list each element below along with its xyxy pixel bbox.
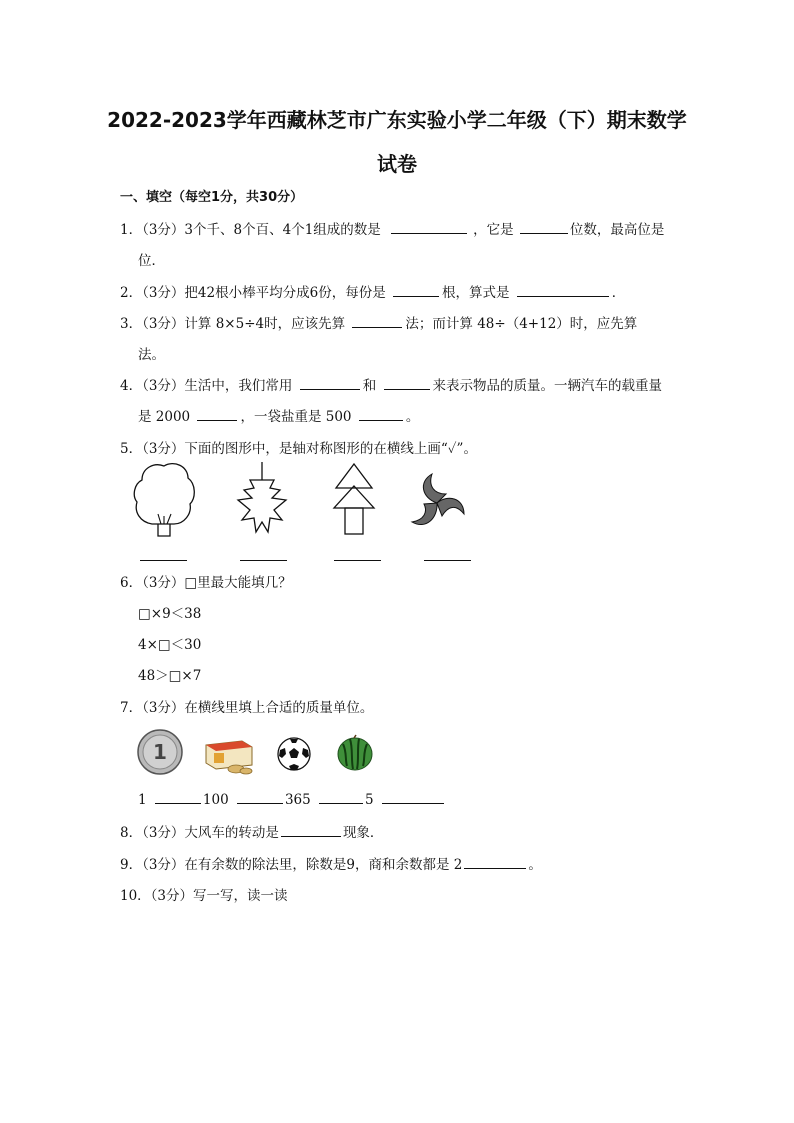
tree-shape-icon — [130, 458, 200, 538]
question-8 — [120, 821, 383, 841]
section-heading: 一、填空（每空1分，共30分） — [120, 190, 304, 205]
q7-value-4: 5 — [365, 792, 374, 808]
q2-blank-1[interactable] — [393, 284, 439, 297]
question-5: 5．（3分）下面的图形中，是轴对称图形的在横线上画“✓”。 — [120, 441, 477, 457]
q1-text-c: 位数，最高位是 — [569, 222, 665, 238]
q8-blank-1[interactable] — [281, 824, 341, 837]
q5-answer-line-3[interactable] — [334, 560, 381, 561]
q5-answer-line-4[interactable] — [424, 560, 471, 561]
page-title-line2: 试卷 — [377, 152, 417, 176]
q4-text-e: ，一袋盐重是 500 — [240, 409, 352, 425]
watermelon-icon — [335, 734, 375, 772]
q8-text-b: 现象． — [342, 825, 384, 841]
q7-answers — [138, 791, 446, 808]
q7-value-2: 100 — [202, 792, 229, 808]
q2-blank-2[interactable] — [517, 284, 609, 297]
q9-text-b: 。 — [528, 857, 542, 873]
q1-text-b: ，它是 — [473, 222, 514, 238]
q2-text-c: ． — [611, 285, 626, 301]
page-title-line1: 2022-2023学年西藏林芝市广东实验小学二年级（下）期末数学 — [107, 108, 687, 132]
q4-text-b: 和 — [362, 378, 377, 394]
q7-blank-4[interactable] — [382, 791, 444, 804]
q4-blank-3[interactable] — [197, 408, 237, 421]
q3-continuation: 法。 — [138, 347, 165, 363]
question-6: 6．（3分）□里最大能填几？ — [120, 575, 292, 591]
q4-blank-1[interactable] — [300, 377, 360, 390]
question-9 — [120, 853, 542, 873]
q6-line-2: 4×□＜30 — [138, 637, 202, 653]
q7-value-3: 365 — [284, 792, 311, 808]
q7-blank-3[interactable] — [319, 791, 363, 804]
q2-text-a: 2．（3分）把42根小棒平均分成6份，每份是 — [120, 285, 386, 301]
q4-continuation — [138, 405, 419, 425]
question-4 — [120, 374, 662, 394]
q4-blank-2[interactable] — [384, 377, 430, 390]
q3-blank-1[interactable] — [352, 315, 402, 328]
q6-line-1: □×9＜38 — [138, 606, 202, 622]
q8-text-a: 8．（3分）大风车的转动是 — [120, 825, 279, 841]
q3-text-b: 法；而计算 48÷（4+12）时，应先算 — [405, 316, 638, 332]
q4-text-c: 来表示物品的质量。一辆汽车的载重量 — [432, 378, 663, 394]
q4-blank-4[interactable] — [359, 408, 403, 421]
coin-digit: 1 — [153, 740, 167, 764]
q2-text-b: 根，算式是 — [442, 285, 510, 301]
q4-text-d: 是 2000 — [138, 409, 191, 425]
q1-blank-1[interactable] — [391, 221, 467, 234]
coin-icon — [136, 728, 184, 776]
leaf-shape-icon — [230, 460, 295, 540]
q7-blank-2[interactable] — [237, 791, 283, 804]
q4-text-a: 4．（3分）生活中，我们常用 — [120, 378, 293, 394]
q6-line-3: 48＞□×7 — [138, 668, 202, 684]
q3-text-a: 3．（3分）计算 8×5÷4时，应该先算 — [120, 316, 346, 332]
q5-answer-line-1[interactable] — [140, 560, 187, 561]
biscuit-box-icon — [202, 735, 256, 775]
question-7: 7．（3分）在横线里填上合适的质量单位。 — [120, 700, 374, 716]
q1-text-a: 1．（3分）3个千、8个百、4个1组成的数是 — [120, 222, 381, 238]
question-2 — [120, 281, 625, 301]
q5-answer-line-2[interactable] — [240, 560, 287, 561]
q9-blank-1[interactable] — [464, 856, 526, 869]
soccer-ball-icon — [276, 736, 312, 772]
pinwheel-shape-icon — [402, 468, 472, 538]
q9-text-a: 9．（3分）在有余数的除法里，除数是9，商和余数都是 2 — [120, 857, 463, 873]
question-1 — [120, 218, 664, 238]
q7-blank-1[interactable] — [155, 791, 201, 804]
q1-continuation: 位． — [138, 253, 165, 269]
q4-text-f: 。 — [405, 409, 420, 425]
q1-blank-2[interactable] — [520, 221, 568, 234]
arrow-tree-shape-icon — [324, 460, 384, 540]
question-10: 10．（3分）写一写，读一读 — [120, 888, 288, 904]
question-3 — [120, 312, 637, 332]
q7-value-1: 1 — [138, 792, 147, 808]
